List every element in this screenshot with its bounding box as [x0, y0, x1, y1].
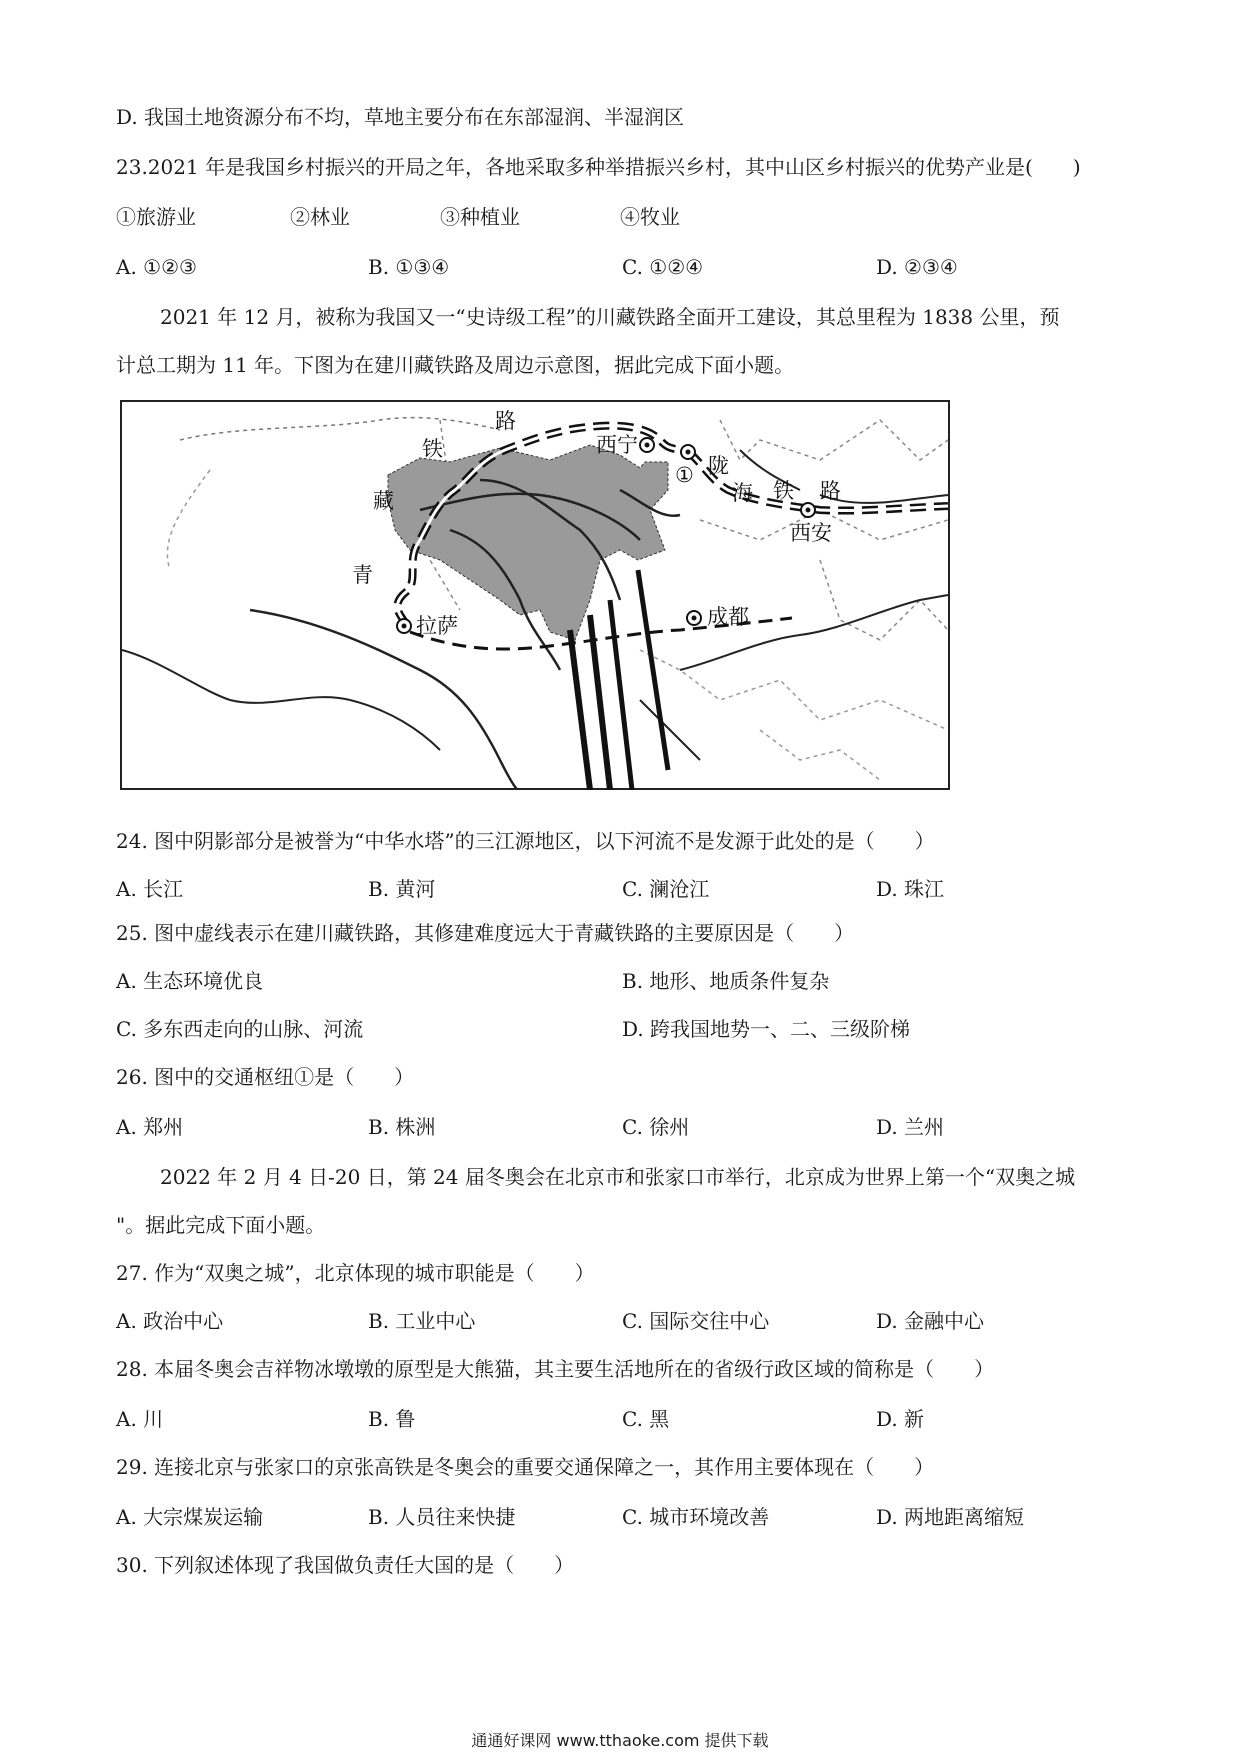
label-chengdu: 成都 [707, 605, 749, 629]
label-lu: 路 [495, 409, 516, 433]
q28-stem: 28. 本届冬奥会吉祥物冰墩墩的原型是大熊猫，其主要生活地所在的省级行政区域的简称是（ ） [116, 1357, 995, 1381]
label-tie2: 铁 [773, 479, 794, 503]
q25-option: C. 多东西走向的山脉、河流 [116, 1017, 364, 1041]
intro-sichuan-tibet: 2021 年 12 月，被称为我国又一“史诗级工程”的川藏铁路全面开工建设，其总里程为 1838 公里，预 [160, 305, 1060, 329]
q25-option: A. 生态环境优良 [116, 969, 264, 993]
q23-option: A. ①②③ [116, 255, 197, 279]
q25-option: D. 跨我国地势一、二、三级阶梯 [622, 1017, 911, 1041]
q23-item: ④牧业 [620, 205, 680, 229]
q23-option: C. ①②④ [622, 255, 704, 279]
q23-item: ③种植业 [440, 205, 520, 229]
intro-winter-olympics: 2022 年 2 月 4 日-20 日，第 24 届冬奥会在北京市和张家口市举行，北京成为世界上第一个“双奥之城 [160, 1165, 1076, 1189]
intro-winter-olympics-cont: "。据此完成下面小题。 [116, 1213, 326, 1237]
q29-stem: 29. 连接北京与张家口的京张高铁是冬奥会的重要交通保障之一，其作用主要体现在（ ） [116, 1455, 935, 1479]
q29-option: C. 城市环境改善 [622, 1505, 770, 1529]
q26-option: D. 兰州 [876, 1115, 945, 1139]
q23-option: D. ②③④ [876, 255, 958, 279]
q26-option: A. 郑州 [116, 1115, 184, 1139]
q23-item: ②林业 [290, 205, 350, 229]
q22-option-d: D. 我国土地资源分布不均，草地主要分布在东部湿润、半湿润区 [116, 105, 685, 129]
label-hai: 海 [732, 481, 753, 505]
q26-option: B. 株洲 [368, 1115, 436, 1139]
q30-stem: 30. 下列叙述体现了我国做负责任大国的是（ ） [116, 1553, 575, 1577]
label-zang: 藏 [373, 489, 394, 513]
railway-map [120, 400, 950, 790]
q27-stem: 27. 作为“双奥之城”，北京体现的城市职能是（ ） [116, 1261, 595, 1285]
q23-item: ①旅游业 [116, 205, 196, 229]
q27-option: C. 国际交往中心 [622, 1309, 770, 1333]
q24-option: A. 长江 [116, 877, 184, 901]
label-xining: 西宁 [596, 433, 638, 457]
q25-option: B. 地形、地质条件复杂 [622, 969, 830, 993]
q25-stem: 25. 图中虚线表示在建川藏铁路，其修建难度远大于青藏铁路的主要原因是（ ） [116, 921, 855, 945]
q29-option: D. 两地距离缩短 [876, 1505, 1025, 1529]
label-qing: 青 [352, 563, 373, 587]
q24-option: D. 珠江 [876, 877, 945, 901]
q24-option: C. 澜沧江 [622, 877, 710, 901]
q28-option: B. 鲁 [368, 1407, 416, 1431]
q29-option: B. 人员往来快捷 [368, 1505, 516, 1529]
label-xian: 西安 [790, 521, 832, 545]
q27-option: A. 政治中心 [116, 1309, 224, 1333]
q28-option: A. 川 [116, 1407, 164, 1431]
q28-option: C. 黑 [622, 1407, 670, 1431]
q23-option: B. ①③④ [368, 255, 450, 279]
label-tie: 铁 [422, 437, 443, 461]
intro-sichuan-tibet-cont: 计总工期为 11 年。下图为在建川藏铁路及周边示意图，据此完成下面小题。 [116, 353, 795, 377]
q26-option: C. 徐州 [622, 1115, 690, 1139]
label-lu2: 路 [820, 479, 841, 503]
q27-option: D. 金融中心 [876, 1309, 985, 1333]
q26-stem: 26. 图中的交通枢纽①是（ ） [116, 1065, 415, 1089]
page-footer: 通通好课网 www.tthaoke.com 提供下载 [471, 1731, 769, 1750]
q28-option: D. 新 [876, 1407, 925, 1431]
label-long: 陇 [708, 454, 729, 478]
q24-option: B. 黄河 [368, 877, 436, 901]
q24-stem: 24. 图中阴影部分是被誉为“中华水塔”的三江源地区，以下河流不是发源于此处的是（ ） [116, 829, 935, 853]
label-hub: ① [675, 463, 694, 487]
q27-option: B. 工业中心 [368, 1309, 476, 1333]
q29-option: A. 大宗煤炭运输 [116, 1505, 264, 1529]
q23-stem: 23.2021 年是我国乡村振兴的开局之年，各地采取多种举措振兴乡村，其中山区乡村振兴的优势产业是( ) [116, 155, 1081, 179]
label-lasa: 拉萨 [416, 614, 458, 638]
